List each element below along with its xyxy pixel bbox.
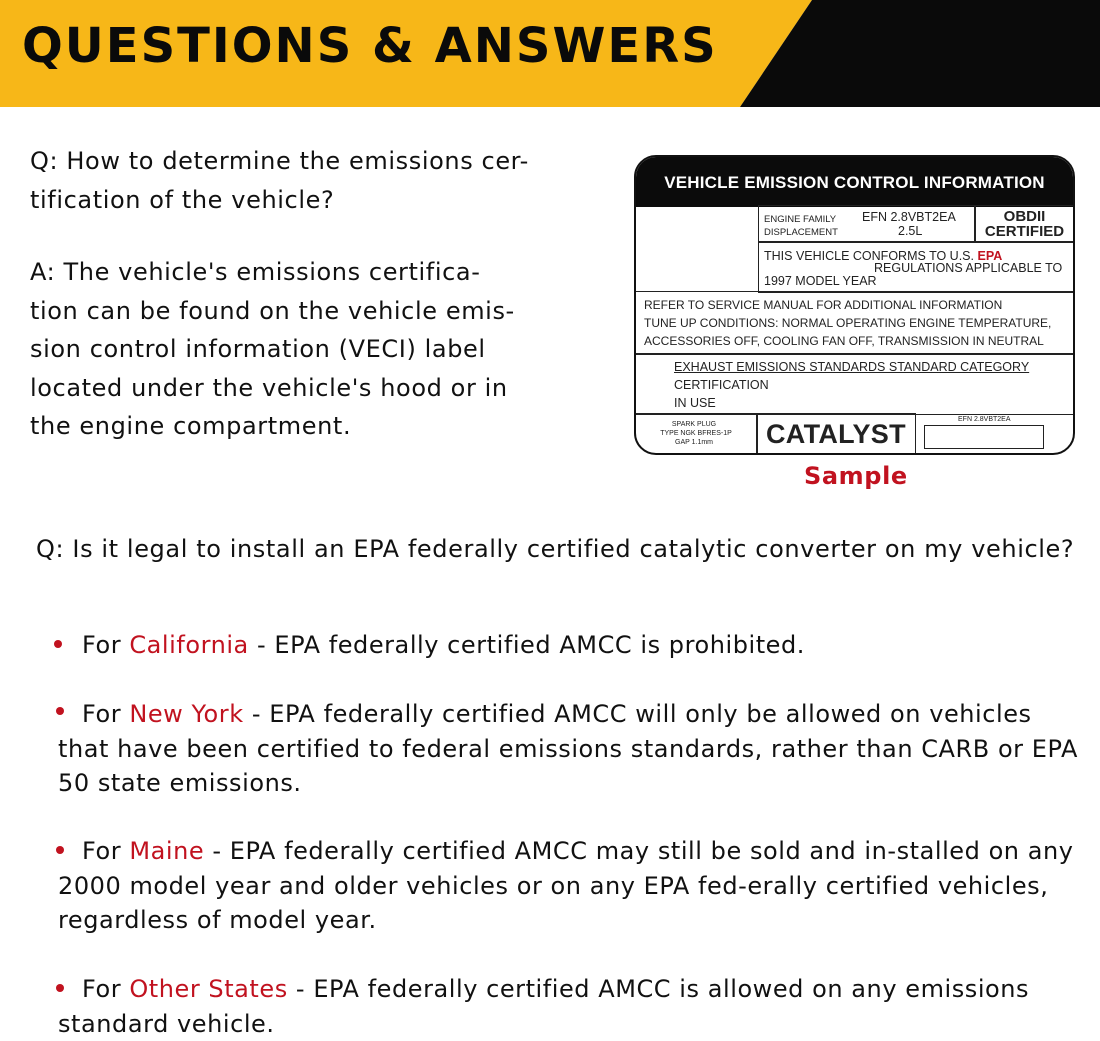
service-line-2: TUNE UP CONDITIONS: NORMAL OPERATING ENGINE TEMPERATURE,: [644, 316, 1052, 330]
displacement-label: DISPLACEMENT: [764, 227, 838, 238]
page-title: QUESTIONS & ANSWERS: [22, 18, 718, 74]
certification-text: CERTIFICATION: [674, 378, 769, 392]
bullet-prefix: For: [82, 975, 130, 1003]
state-name: Other States: [129, 975, 288, 1003]
obd-line1: OBDII: [1003, 208, 1046, 225]
spark-plug-text: SPARK PLUG: [671, 421, 717, 428]
obd-line2: CERTIFIED: [984, 223, 1065, 240]
bullet-text: - EPA federally certified AMCC is prohibited.: [248, 631, 805, 659]
answer-1-line: the engine compartment.: [30, 412, 352, 440]
header-banner: [0, 0, 1100, 107]
bullet-dot: [56, 707, 64, 715]
engine-family-value: EFN 2.8VBT2EA: [862, 210, 956, 224]
bullet-prefix: For: [82, 631, 130, 659]
answer-1-line: located under the vehicle's hood or in: [30, 373, 508, 402]
bullet-dot: [56, 846, 64, 854]
service-line-1: REFER TO SERVICE MANUAL FOR ADDITIONAL INFORMATION: [644, 298, 1003, 312]
qa-section-1: [30, 142, 620, 446]
bullet-text: - EPA federally certified AMCC is allowed on any emissions standard vehicle.: [58, 975, 1030, 1038]
conform-epa: EPA: [977, 249, 1003, 263]
question-2: Q: Is it legal to install an EPA federally certified catalytic converter on my vehicle?: [36, 535, 1075, 563]
state-name: Maine: [129, 837, 205, 865]
exhaust-line: EXHAUST EMISSIONS STANDARDS STANDARD CATEGORY: [674, 360, 1030, 374]
answer-1: [30, 253, 620, 446]
state-name: New York: [129, 700, 244, 728]
bullet-text: - EPA federally certified AMCC may still be sold and in-stalled on any 2000 model year and older vehicles or on any EPA fed-erally certified vehicles, regardless of model year.: [58, 837, 1074, 934]
bullet-dot: [54, 640, 62, 648]
question-1: [30, 142, 620, 219]
answer-1-line: sion control information (VECI) label: [30, 335, 486, 363]
bullet-prefix: For: [82, 837, 130, 865]
bullet-new-york: [58, 697, 1088, 801]
bullet-dot: [56, 984, 64, 992]
bullet-text: - EPA federally certified AMCC will only be allowed on vehicles that have been certified to federal emissions standards, rather than CARB or EPA 50 state emissions.: [58, 700, 1078, 797]
displacement-value: 2.5L: [898, 224, 923, 238]
bullet-other-states: [58, 972, 1088, 1041]
answer-1-line: tion can be found on the vehicle emis-: [30, 296, 515, 325]
state-name: California: [129, 631, 249, 659]
small-code-text: EFN 2.8VBT2EA: [958, 416, 1011, 423]
answer-1-line: A: The vehicle's emissions certifica-: [30, 258, 481, 286]
sample-caption: Sample: [804, 462, 908, 490]
model-year: 1997 MODEL YEAR: [764, 274, 877, 288]
label-heading: VEHICLE EMISSION CONTROL INFORMATION: [636, 157, 1073, 207]
engine-family-label: ENGINE FAMILY: [764, 214, 837, 225]
service-line-3: ACCESSORIES OFF, COOLING FAN OFF, TRANSMISSION IN NEUTRAL: [644, 334, 1044, 348]
bullet-california: [58, 628, 1088, 663]
spark-gap-text: GAP 1.1mm: [675, 439, 713, 446]
catalyst-text: CATALYST: [766, 419, 906, 449]
question-1-line: Q: How to determine the emissions cer-: [30, 147, 529, 175]
conform-text: THIS VEHICLE CONFORMS TO U.S.: [764, 249, 974, 263]
veci-label-sample: [634, 155, 1075, 455]
in-use-text: IN USE: [674, 396, 716, 410]
bullet-maine: [58, 834, 1088, 938]
bullet-prefix: For: [82, 700, 130, 728]
regulations-text: REGULATIONS APPLICABLE TO: [874, 261, 1063, 275]
spark-type-text: TYPE NGK BFRES-1P: [660, 430, 732, 437]
question-1-line: tification of the vehicle?: [30, 185, 335, 214]
code-box: [924, 425, 1044, 449]
